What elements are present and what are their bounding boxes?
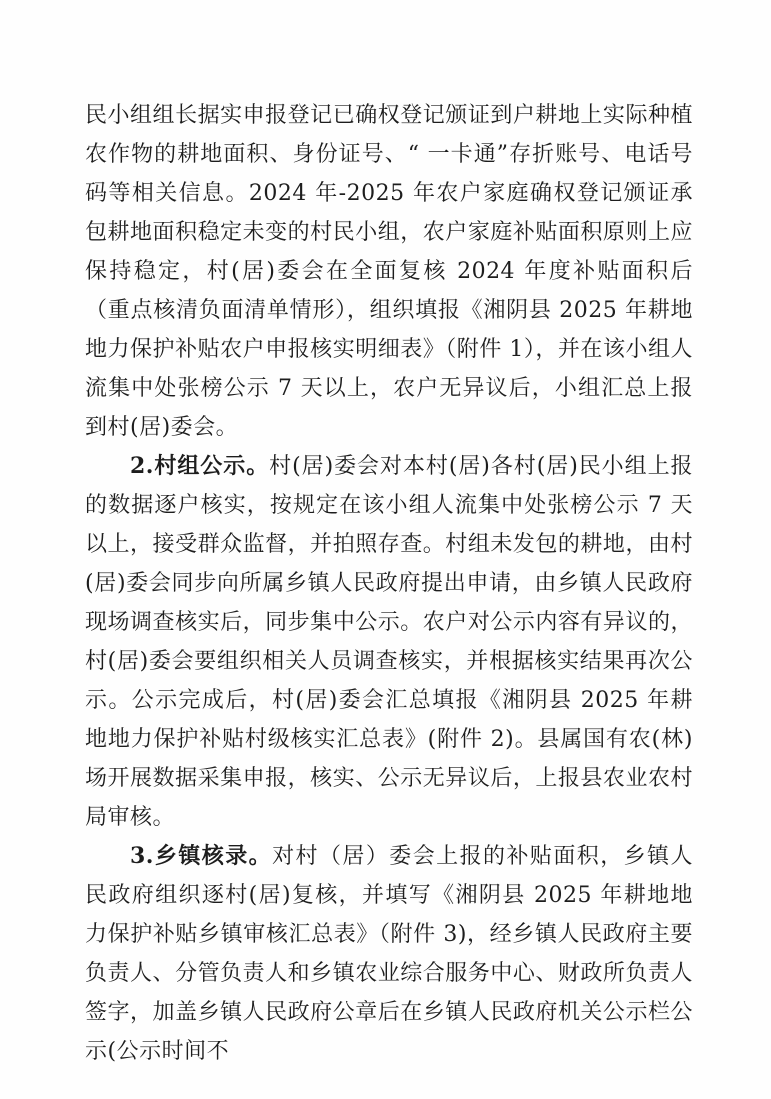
paragraph-lead-bold: 2.村组公示。 [130,453,270,479]
text-run: 对村（居）委会上报的补贴面积，乡镇人民政府组织逐村(居)复核，并填写《湘阴县 2025 年耕地地力保护补贴乡镇审核汇总表》（附件 3)，经乡镇人民政府主要负责人、分管负责人和乡镇农业综合服务中心、财政所负责人签字，加盖乡镇人民政府公章后在乡镇人民政府机关公示栏公示(公示时间不 [85,844,693,1064]
paragraph [85,837,693,1071]
paragraph-lead-bold: 3.乡镇核录。 [130,843,273,869]
paragraph [85,96,693,447]
document-body [85,96,693,1071]
text-run: 村(居)委会对本村(居)各村(居)民小组上报的数据逐户核实，按规定在该小组人流集中处张榜公示 7 天以上，接受群众监督，并拍照存查。村组未发包的耕地，由村(居)委会同步向所属乡镇人民政府提出申请，由乡镇人民政府现场调查核实后，同步集中公示。农户对公示内容有异议的，村(居)委会要组织相关人员调查核实，并根据核实结果再次公示。公示完成后，村(居)委会汇总填报《湘阴县 2025 年耕地地力保护补贴村级核实汇总表》(附件 2)。县属国有农(林)场开展数据采集申报，核实、公示无异议后，上报县农业农村局审核。 [85,454,694,830]
paragraph [85,447,693,837]
text-run: 民小组组长据实申报登记已确权登记颁证到户耕地上实际种植农作物的耕地面积、身份证号、“ 一卡通”存折账号、电话号码等相关信息。2024 年-2025 年农户家庭确权登记颁证承包耕地面积稳定未变的村民小组，农户家庭补贴面积原则上应保持稳定，村(居)委会在全面复核 2024 年度补贴面积后（重点核清负面清单情形），组织填报《湘阴县 2025 年耕地地力保护补贴农户申报核实明细表》（附件 1），并在该小组人流集中处张榜公示 7 天以上，农户无异议后，小组汇总上报到村(居)委会。 [85,103,693,440]
